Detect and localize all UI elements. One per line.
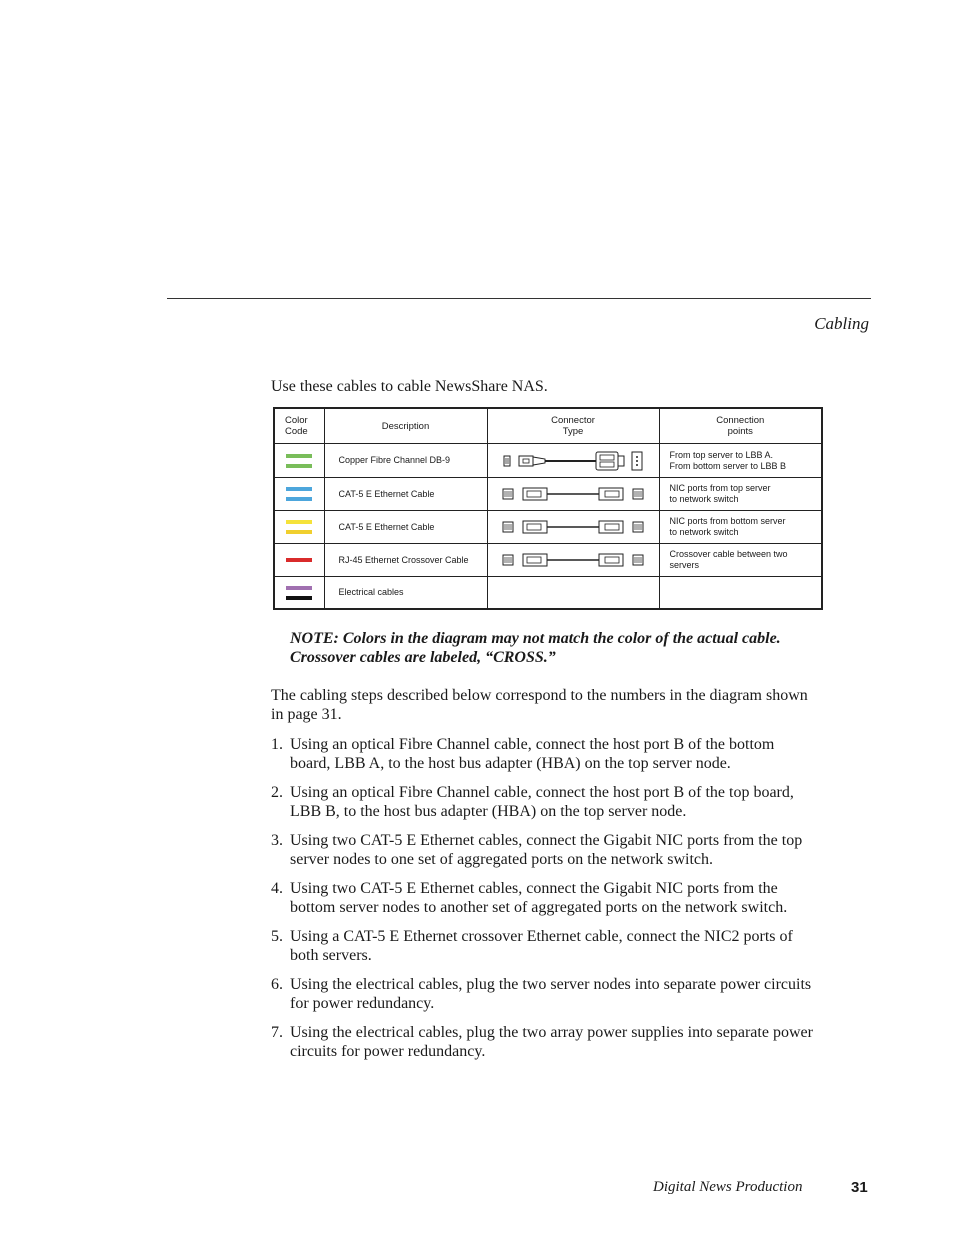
list-item	[271, 927, 816, 965]
color-swatch	[286, 596, 312, 600]
table-row	[274, 511, 822, 544]
step-number: 6.	[271, 976, 283, 993]
color-swatch	[286, 487, 312, 491]
color-code-cell	[274, 511, 324, 544]
list-item	[271, 831, 816, 869]
connector-cell	[487, 511, 659, 544]
step-number: 1.	[271, 736, 283, 753]
description-cell: CAT-5 E Ethernet Cable	[324, 511, 487, 544]
step-number: 7.	[271, 1024, 283, 1041]
step-number: 3.	[271, 832, 283, 849]
color-code-cell	[274, 444, 324, 478]
connection-points-cell: From top server to LBB A. From bottom server to LBB B	[659, 444, 822, 478]
header-connector-type: Connector Type	[487, 408, 659, 444]
description-cell: RJ-45 Ethernet Crossover Cable	[324, 544, 487, 577]
list-item	[271, 975, 816, 1013]
connector-cell	[487, 544, 659, 577]
list-item	[271, 1023, 816, 1061]
step-text: Using an optical Fibre Channel cable, connect the host port B of the top board, LBB B, to the host bus adapter (HBA) on the top server node.	[290, 784, 794, 820]
step-number: 4.	[271, 880, 283, 897]
step-text: Using two CAT-5 E Ethernet cables, connect the Gigabit NIC ports from the top server nodes to one set of aggregated ports on the network switch.	[290, 832, 803, 868]
connection-points-cell: NIC ports from top server to network switch	[659, 478, 822, 511]
color-swatch	[286, 454, 312, 458]
color-swatch	[286, 558, 312, 562]
step-number: 5.	[271, 928, 283, 945]
intro-text: Use these cables to cable NewsShare NAS.	[271, 378, 548, 395]
connection-points-cell: NIC ports from bottom server to network switch	[659, 511, 822, 544]
color-code-cell	[274, 544, 324, 577]
step-number: 2.	[271, 784, 283, 801]
connector-cell	[487, 577, 659, 610]
color-swatch	[286, 520, 312, 524]
color-code-cell	[274, 478, 324, 511]
list-item	[271, 879, 816, 917]
list-item	[271, 735, 816, 773]
cabling-steps-list	[271, 735, 816, 1071]
table-row	[274, 544, 822, 577]
description-cell: Electrical cables	[324, 577, 487, 610]
connector-cell	[487, 444, 659, 478]
table-row	[274, 444, 822, 478]
step-text: Using an optical Fibre Channel cable, connect the host port B of the bottom board, LBB A, to the host bus adapter (HBA) on the top server node.	[290, 736, 775, 772]
header-color-code: Color Code	[274, 408, 324, 444]
table-header-row	[274, 408, 822, 444]
connector-cell	[487, 478, 659, 511]
color-swatch	[286, 586, 312, 590]
rj45-cable-icon	[501, 550, 646, 570]
connection-points-cell	[659, 577, 822, 610]
color-code-cell	[274, 577, 324, 610]
note-text: NOTE: Colors in the diagram may not match the color of the actual cable. Crossover cables are labeled, “CROSS.”	[290, 630, 781, 666]
step-text: Using a CAT-5 E Ethernet crossover Ethernet cable, connect the NIC2 ports of both servers.	[290, 928, 793, 964]
db9-cable-icon	[501, 449, 646, 473]
table-row	[274, 577, 822, 610]
intro-paragraph: The cabling steps described below correspond to the numbers in the diagram shown in page 31.	[271, 687, 808, 723]
color-swatch	[286, 497, 312, 501]
description-cell: CAT-5 E Ethernet Cable	[324, 478, 487, 511]
header-description: Description	[324, 408, 487, 444]
page-number: 31	[851, 1179, 868, 1196]
rj45-cable-icon	[501, 517, 646, 537]
description-cell: Copper Fibre Channel DB-9	[324, 444, 487, 478]
rj45-cable-icon	[501, 484, 646, 504]
footer-title: Digital News Production	[653, 1179, 803, 1195]
color-swatch	[286, 464, 312, 468]
step-text: Using the electrical cables, plug the two array power supplies into separate power circuits for power redundancy.	[290, 1024, 813, 1060]
connection-points-cell: Crossover cable between two servers	[659, 544, 822, 577]
step-text: Using two CAT-5 E Ethernet cables, connect the Gigabit NIC ports from the bottom server nodes to another set of aggregated ports on the network switch.	[290, 880, 788, 916]
cable-table	[273, 407, 823, 610]
step-text: Using the electrical cables, plug the two server nodes into separate power circuits for power redundancy.	[290, 976, 812, 1012]
header-connection-points: Connection points	[659, 408, 822, 444]
section-title: Cabling	[814, 314, 869, 333]
color-swatch	[286, 530, 312, 534]
list-item	[271, 783, 816, 821]
header-rule	[167, 298, 871, 299]
table-row	[274, 478, 822, 511]
